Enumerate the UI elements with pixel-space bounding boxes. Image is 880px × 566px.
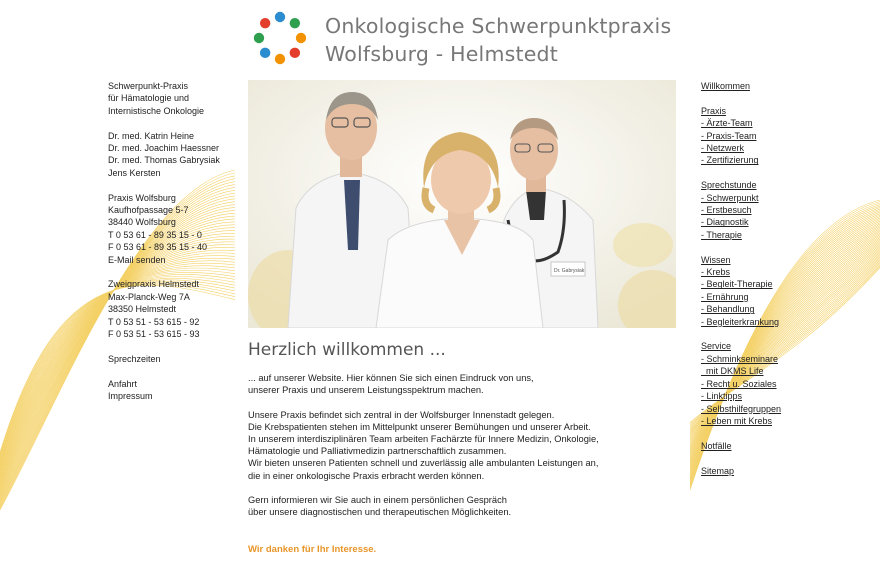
doctors-list xyxy=(108,130,243,180)
nav-item-aerzte-team[interactable]: - Ärzte-Team xyxy=(701,118,753,129)
nav-item-recht-soziales[interactable]: - Recht u. Soziales xyxy=(701,378,777,389)
nav-item-begleit-therapie[interactable]: - Begleit-Therapie xyxy=(701,279,773,290)
nav-item-schminkseminare-cont[interactable]: mit DKMS Life xyxy=(701,366,764,377)
doctor-name: Dr. med. Joachim Haessner xyxy=(108,143,220,154)
nav-willkommen[interactable]: Willkommen xyxy=(701,81,751,91)
nav-item-begleiterkrankung[interactable]: - Begleiterkrankung xyxy=(701,316,780,327)
nav-group-sprechstunde xyxy=(701,179,871,241)
logo-dot xyxy=(290,18,300,28)
nav-service[interactable]: Service xyxy=(701,341,732,352)
paragraph: Unsere Praxis befindet sich zentral in der Wolfsburger Innenstadt gelegen. Die Krebspatienten stehen im Mittelpunkt unserer Bemühungen und unserer Arbeit. In unserem interdisziplinären Team arbeiten Fachärzte für Innere Medizin, Onkologie, Hämatologie und Palliativmedizin partnerschaftlich zusammen. Wir bieten unseren Patienten schnell und zuverlässig alle ambulanten Leistungen an, die in einer onkologische Praxis erbracht werden können. xyxy=(248,409,599,481)
nav-item-therapie[interactable]: - Therapie xyxy=(701,229,742,240)
team-photo-illustration xyxy=(248,80,676,328)
nav-item-ernaehrung[interactable]: - Ernährung xyxy=(701,291,749,302)
nav-item-schminkseminare[interactable]: - Schminkseminare xyxy=(701,353,779,364)
nav-item-leben-mit-krebs[interactable]: - Leben mit Krebs xyxy=(701,415,773,426)
nav-item-linktipps[interactable]: - Linktipps xyxy=(701,391,743,402)
nav-sprechstunde[interactable]: Sprechstunde xyxy=(701,180,757,191)
logo-dot xyxy=(275,54,285,64)
doctor-name: Jens Kersten xyxy=(108,167,161,178)
logo-dot xyxy=(275,12,285,22)
left-sidebar xyxy=(108,80,243,415)
logo-dot xyxy=(260,18,270,28)
address-wolfsburg: Praxis Wolfsburg Kaufhofpassage 5-7 38440 Wolfsburg T 0 53 61 - 89 35 15 - 0 F 0 53 61 - 89 35 15 - 40 E-Mail senden xyxy=(108,192,243,266)
name-badge: Dr. Gabrysiak xyxy=(554,268,585,274)
impressum-link[interactable]: Impressum xyxy=(108,391,153,402)
anfahrt-link[interactable]: Anfahrt xyxy=(108,378,138,389)
fax: F 0 53 51 - 53 615 - 93 xyxy=(108,329,200,340)
nav-item-praxis-team[interactable]: - Praxis-Team xyxy=(701,130,757,141)
address-helmstedt: Zweigpraxis Helmstedt Max-Planck-Weg 7A 38350 Helmstedt T 0 53 51 - 53 615 - 92 F 0 53 51 - 53 615 - 93 xyxy=(108,278,243,340)
sprechzeiten-link[interactable]: Sprechzeiten xyxy=(108,353,161,364)
nav-praxis[interactable]: Praxis xyxy=(701,105,727,116)
nav-group-praxis xyxy=(701,105,871,167)
nav-group-wissen xyxy=(701,254,871,328)
team-photo xyxy=(248,80,676,328)
nav-item-zertifizierung[interactable]: - Zertifizierung xyxy=(701,155,759,166)
nav-group-service xyxy=(701,340,871,427)
nav-item-schwerpunkt[interactable]: - Schwerpunkt xyxy=(701,192,759,203)
nav-item-netzwerk[interactable]: - Netzwerk xyxy=(701,143,745,154)
nav-item-erstbesuch[interactable]: - Erstbesuch xyxy=(701,205,752,216)
nav-item-selbsthilfegruppen[interactable]: - Selbsthilfegruppen xyxy=(701,403,782,414)
email-link[interactable]: E-Mail senden xyxy=(108,254,166,265)
practice-logo xyxy=(248,6,312,70)
nav-notfaelle[interactable]: Notfälle xyxy=(701,440,732,451)
main-navigation xyxy=(701,80,871,489)
thanks-text: Wir danken für Ihr Interesse. xyxy=(248,544,377,555)
nav-item-krebs[interactable]: - Krebs xyxy=(701,267,731,278)
site-title-line2: Wolfsburg - Helmstedt xyxy=(325,42,558,66)
nav-item-behandlung[interactable]: - Behandlung xyxy=(701,304,755,315)
logo-dot xyxy=(290,48,300,58)
welcome-heading: Herzlich willkommen ... xyxy=(248,340,446,360)
site-title xyxy=(325,12,671,68)
logo-dot xyxy=(260,48,270,58)
nav-item-diagnostik[interactable]: - Diagnostik xyxy=(701,217,749,228)
nav-wissen[interactable]: Wissen xyxy=(701,254,731,265)
phone: T 0 53 61 - 89 35 15 - 0 xyxy=(108,229,202,240)
nav-sitemap[interactable]: Sitemap xyxy=(701,465,735,476)
welcome-text xyxy=(248,372,678,531)
phone: T 0 53 51 - 53 615 - 92 xyxy=(108,316,200,327)
doctor-name: Dr. med. Katrin Heine xyxy=(108,130,195,141)
logo-dot xyxy=(296,33,306,43)
paragraph: Gern informieren wir Sie auch in einem persönlichen Gespräch über unsere diagnostischen und therapeutischen Möglichkeiten. xyxy=(248,495,512,518)
practice-description: Schwerpunkt-Praxis für Hämatologie und Internistische Onkologie xyxy=(108,81,205,116)
doctor-name: Dr. med. Thomas Gabrysiak xyxy=(108,155,220,166)
paragraph: ... auf unserer Website. Hier können Sie sich einen Eindruck von uns, unserer Praxis und unserem Leistungsspektrum machen. xyxy=(248,373,534,396)
logo-dot xyxy=(254,33,264,43)
site-title-line1: Onkologische Schwerpunktpraxis xyxy=(325,14,672,38)
fax: F 0 53 61 - 89 35 15 - 40 xyxy=(108,242,208,253)
